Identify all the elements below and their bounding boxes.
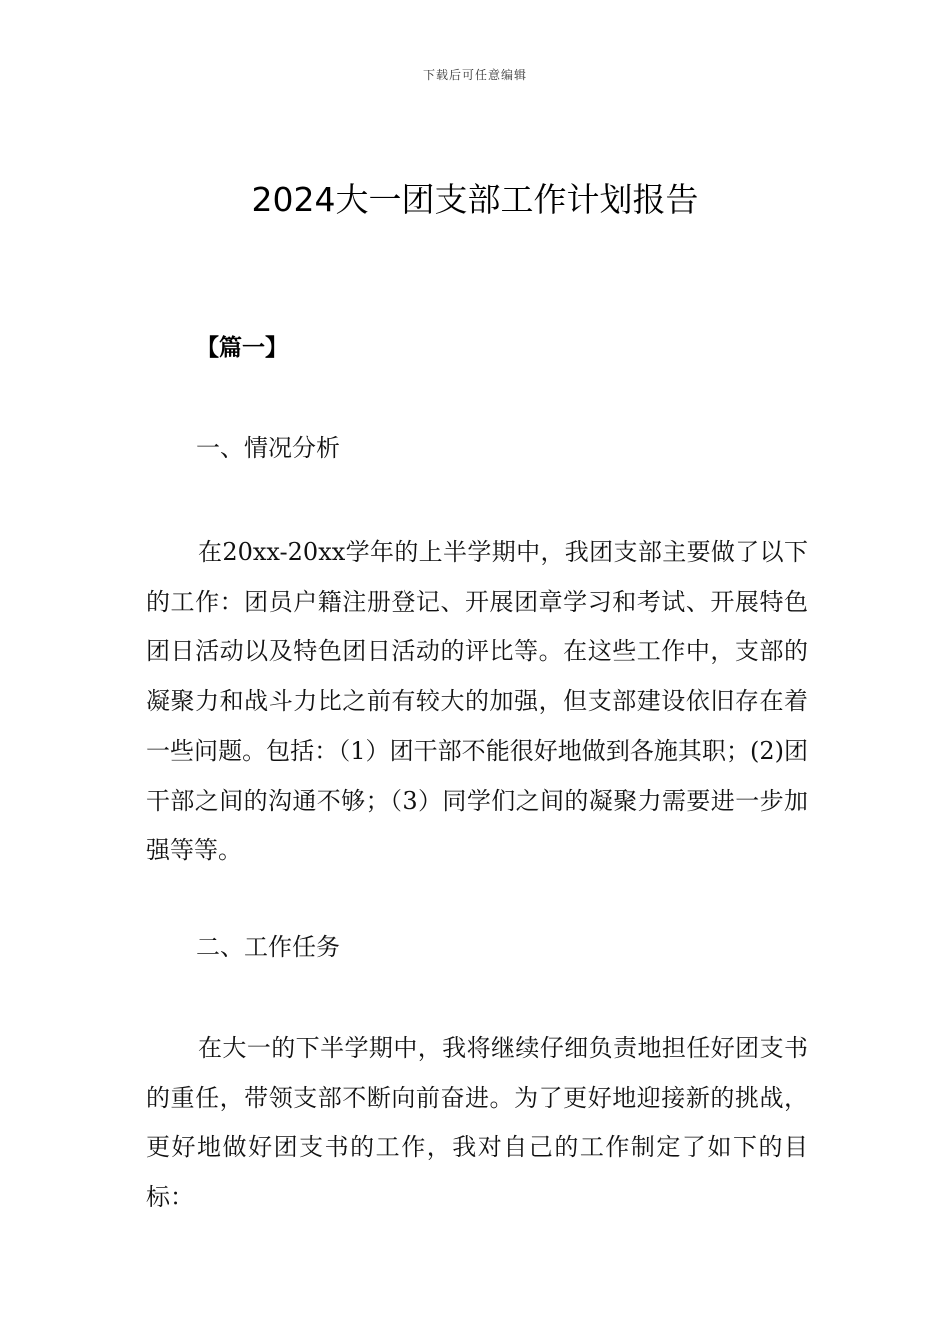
document-title: 2024大一团支部工作计划报告 [251, 180, 699, 219]
heading-work-tasks: 二、工作任务 [196, 933, 340, 961]
paragraph-situation: 在20xx-20xx学年的上半学期中，我团支部主要做了以下的工作：团员户籍注册登记、开展团章学习和考试、开展特色团日活动以及特色团日活动的评比等。在这些工作中，支部的凝聚力和战斗力比之前有较大的加强，但支部建设依旧存在着一些问题。包括：（1）团干部不能很好地做到各施其职；(2)团干部之间的沟通不够；（3）同学们之间的凝聚力需要进一步加强等等。 [146, 538, 808, 865]
paragraph-tasks: 在大一的下半学期中，我将继续仔细负责地担任好团支书的重任，带领支部不断向前奋进。为了更好地迎接新的挑战，更好地做好团支书的工作，我对自己的工作制定了如下的目标： [146, 1034, 808, 1212]
header-note: 下载后可任意编辑 [422, 68, 527, 82]
heading-situation-analysis: 一、情况分析 [196, 434, 340, 462]
section-tag: 【篇一】 [196, 335, 288, 361]
